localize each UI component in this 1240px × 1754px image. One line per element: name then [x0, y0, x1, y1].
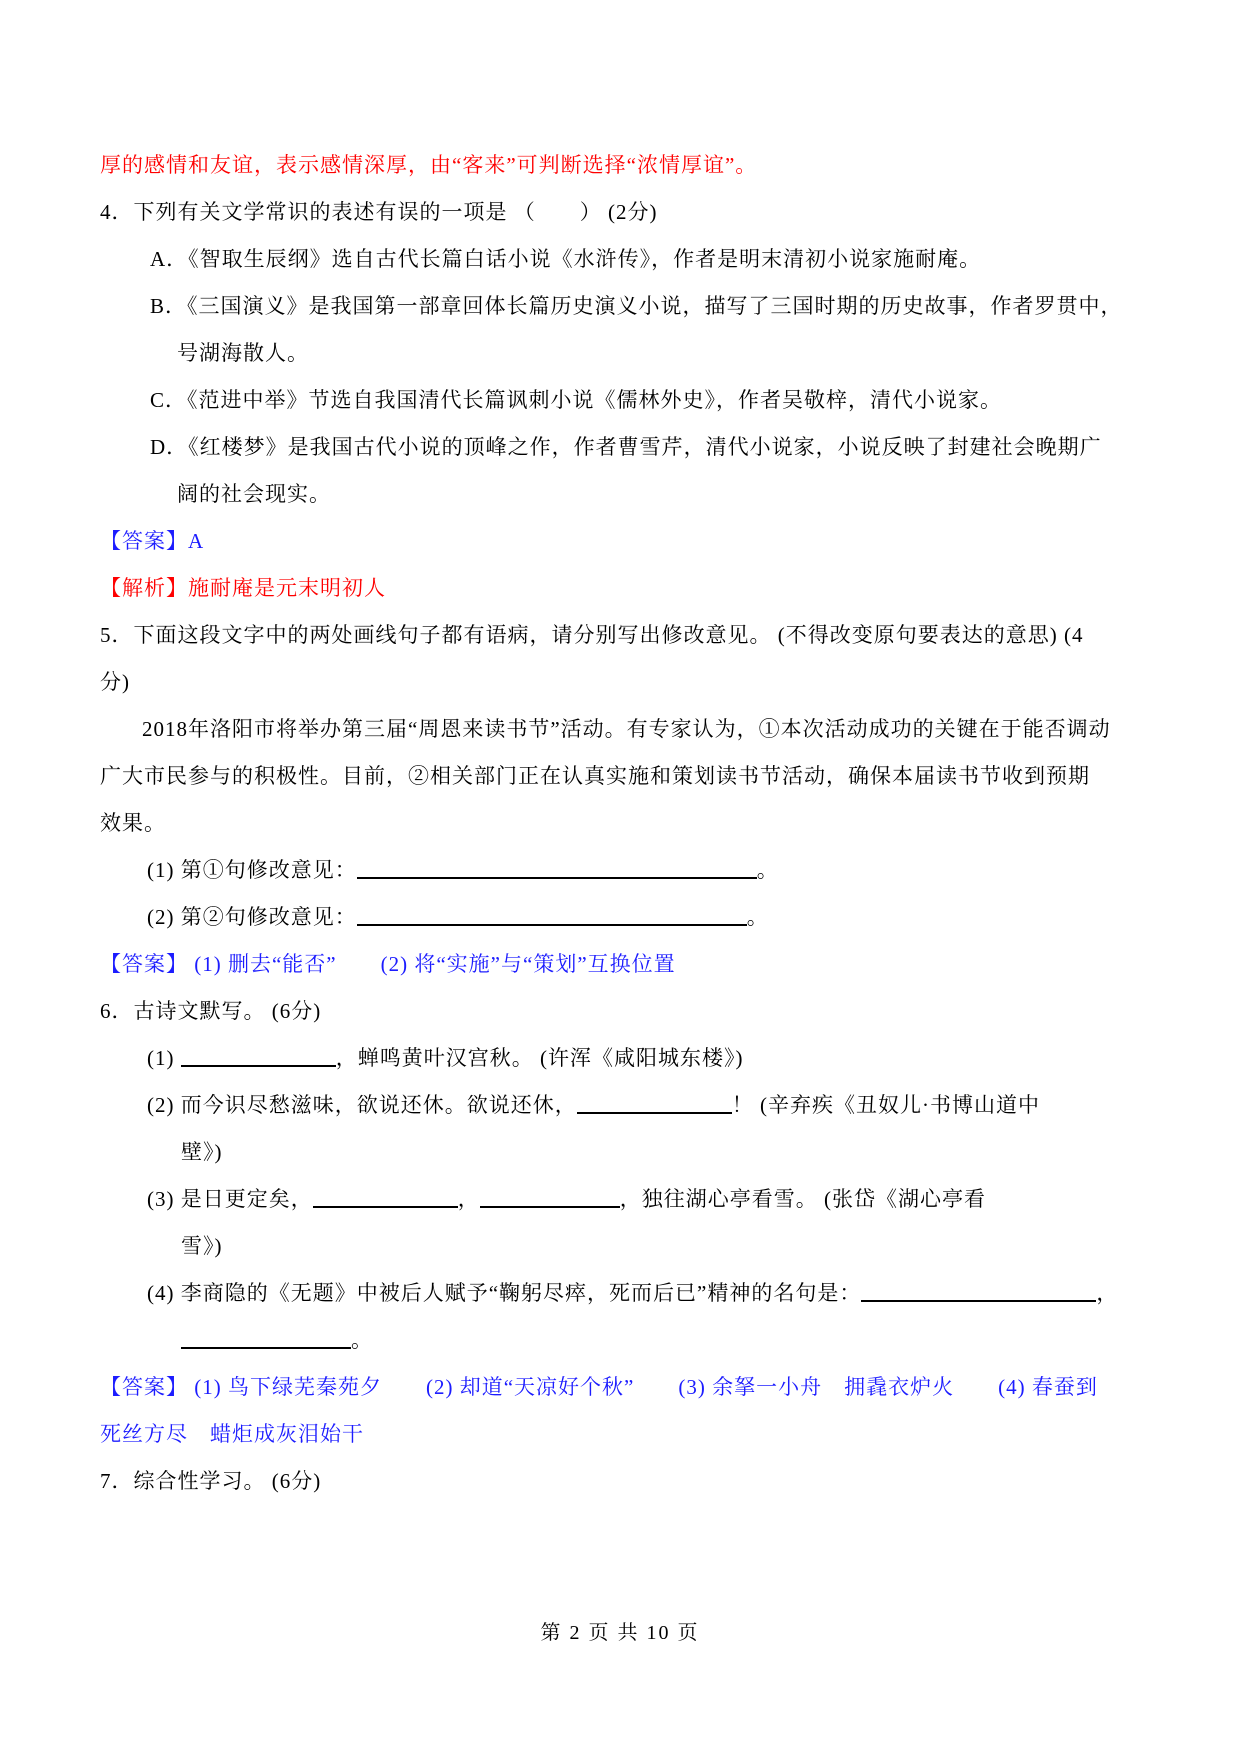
fill-in-blank [357, 903, 747, 926]
q6-item-4 [100, 1270, 1140, 1317]
q6-item-4-period: 。 [351, 1328, 373, 1352]
q5-passage-line1: 2018年洛阳市将举办第三届“周恩来读书节”活动。有专家认为，①本次活动成功的关键在于能否调动 [142, 717, 1111, 741]
q6-item-4-comma: ， [1096, 1281, 1119, 1305]
q6-item-3 [100, 1176, 1140, 1223]
q5-passage-line2: 广大市民参与的积极性。目前，②相关部门正在认真实施和策划读书节活动，确保本届读书节收到预期 [100, 764, 1090, 788]
q4-stem: 4．下列有关文学常识的表述有误的一项是 （ ） (2分) [100, 200, 658, 224]
q6-item-2 [100, 1082, 1140, 1129]
q6-item-3-text: (3) 是日更定矣， [147, 1187, 313, 1211]
q6-item-1-text: ，蝉鸣黄叶汉宫秋。 (许浑《咸阳城东楼》) [335, 1046, 744, 1070]
q6-item-1 [100, 1035, 1140, 1082]
q5-stem-line2: 分) [100, 670, 130, 694]
q4-option-a: A．《智取生辰纲》选自古代长篇白话小说《水浒传》，作者是明末清初小说家施耐庵。 [150, 247, 982, 271]
page-number-footer: 第 2 页 共 10 页 [540, 1622, 700, 1644]
q6-item-4-cont [100, 1317, 1140, 1364]
fill-in-blank [861, 1279, 1096, 1302]
q5-subitem-1 [100, 847, 1140, 894]
q6-item-2-cont: 壁》) [181, 1140, 223, 1164]
fill-in-blank [577, 1091, 732, 1114]
carryover-analysis-text: 厚的感情和友谊，表示感情深厚，由“客来”可判断选择“浓情厚谊”。 [100, 153, 758, 177]
q5-answer: 【答案】 (1) 删去“能否” (2) 将“实施”与“策划”互换位置 [100, 952, 676, 976]
q6-item-1-label: (1) [147, 1046, 181, 1070]
fill-in-blank [313, 1185, 458, 1208]
q6-item-3-cont: 雪》) [181, 1234, 223, 1258]
q6-answer-line2: 死丝方尽 蜡炬成灰泪始干 [100, 1422, 364, 1446]
q5-subitem-1-period: 。 [756, 858, 779, 882]
q6-item-3-comma: ， [457, 1187, 480, 1211]
q4-option-d-cont: 阔的社会现实。 [177, 482, 331, 506]
q7-stem: 7．综合性学习。 (6分) [100, 1469, 322, 1493]
q4-option-d: D．《红楼梦》是我国古代小说的顶峰之作，作者曹雪芹，清代小说家，小说反映了封建社会晚期广 [150, 435, 1102, 459]
fill-in-blank [357, 856, 757, 879]
q6-stem: 6．古诗文默写。 (6分) [100, 999, 322, 1023]
q6-item-3-source: ，独往湖心亭看雪。 (张岱《湖心亭看 [619, 1187, 986, 1211]
fill-in-blank [480, 1185, 620, 1208]
q5-subitem-2-label: (2) 第②句修改意见： [147, 905, 357, 929]
q4-option-b: B．《三国演义》是我国第一部章回体长篇历史演义小说，描写了三国时期的历史故事，作者罗贯中， [150, 294, 1123, 318]
q4-answer: 【答案】A [100, 529, 205, 553]
q6-item-4-text: (4) 李商隐的《无题》中被后人赋予“鞠躬尽瘁，死而后已”精神的名句是： [147, 1281, 862, 1305]
q6-item-2-source: ！ (辛弃疾《丑奴儿·书博山道中 [731, 1093, 1040, 1117]
fill-in-blank [181, 1326, 351, 1349]
q5-stem-line1: 5．下面这段文字中的两处画线句子都有语病，请分别写出修改意见。 (不得改变原句要表达的意思) (4 [100, 623, 1084, 647]
q5-passage-line3: 效果。 [100, 811, 166, 835]
q4-analysis: 【解析】施耐庵是元末明初人 [100, 576, 386, 600]
fill-in-blank [181, 1044, 336, 1067]
q5-subitem-2-period: 。 [746, 905, 769, 929]
q6-answer-line1: 【答案】 (1) 鸟下绿芜秦苑夕 (2) 却道“天凉好个秋” (3) 余拏一小舟 拥毳衣炉火 (4) 春蚕到 [100, 1375, 1098, 1399]
q4-option-b-cont: 号湖海散人。 [177, 341, 309, 365]
q6-item-2-text: (2) 而今识尽愁滋味，欲说还休。欲说还休， [147, 1093, 577, 1117]
q4-option-c: C．《范进中举》节选自我国清代长篇讽刺小说《儒林外史》，作者吴敬梓，清代小说家。 [150, 388, 1003, 412]
q5-subitem-2 [100, 894, 1140, 941]
q5-subitem-1-label: (1) 第①句修改意见： [147, 858, 357, 882]
